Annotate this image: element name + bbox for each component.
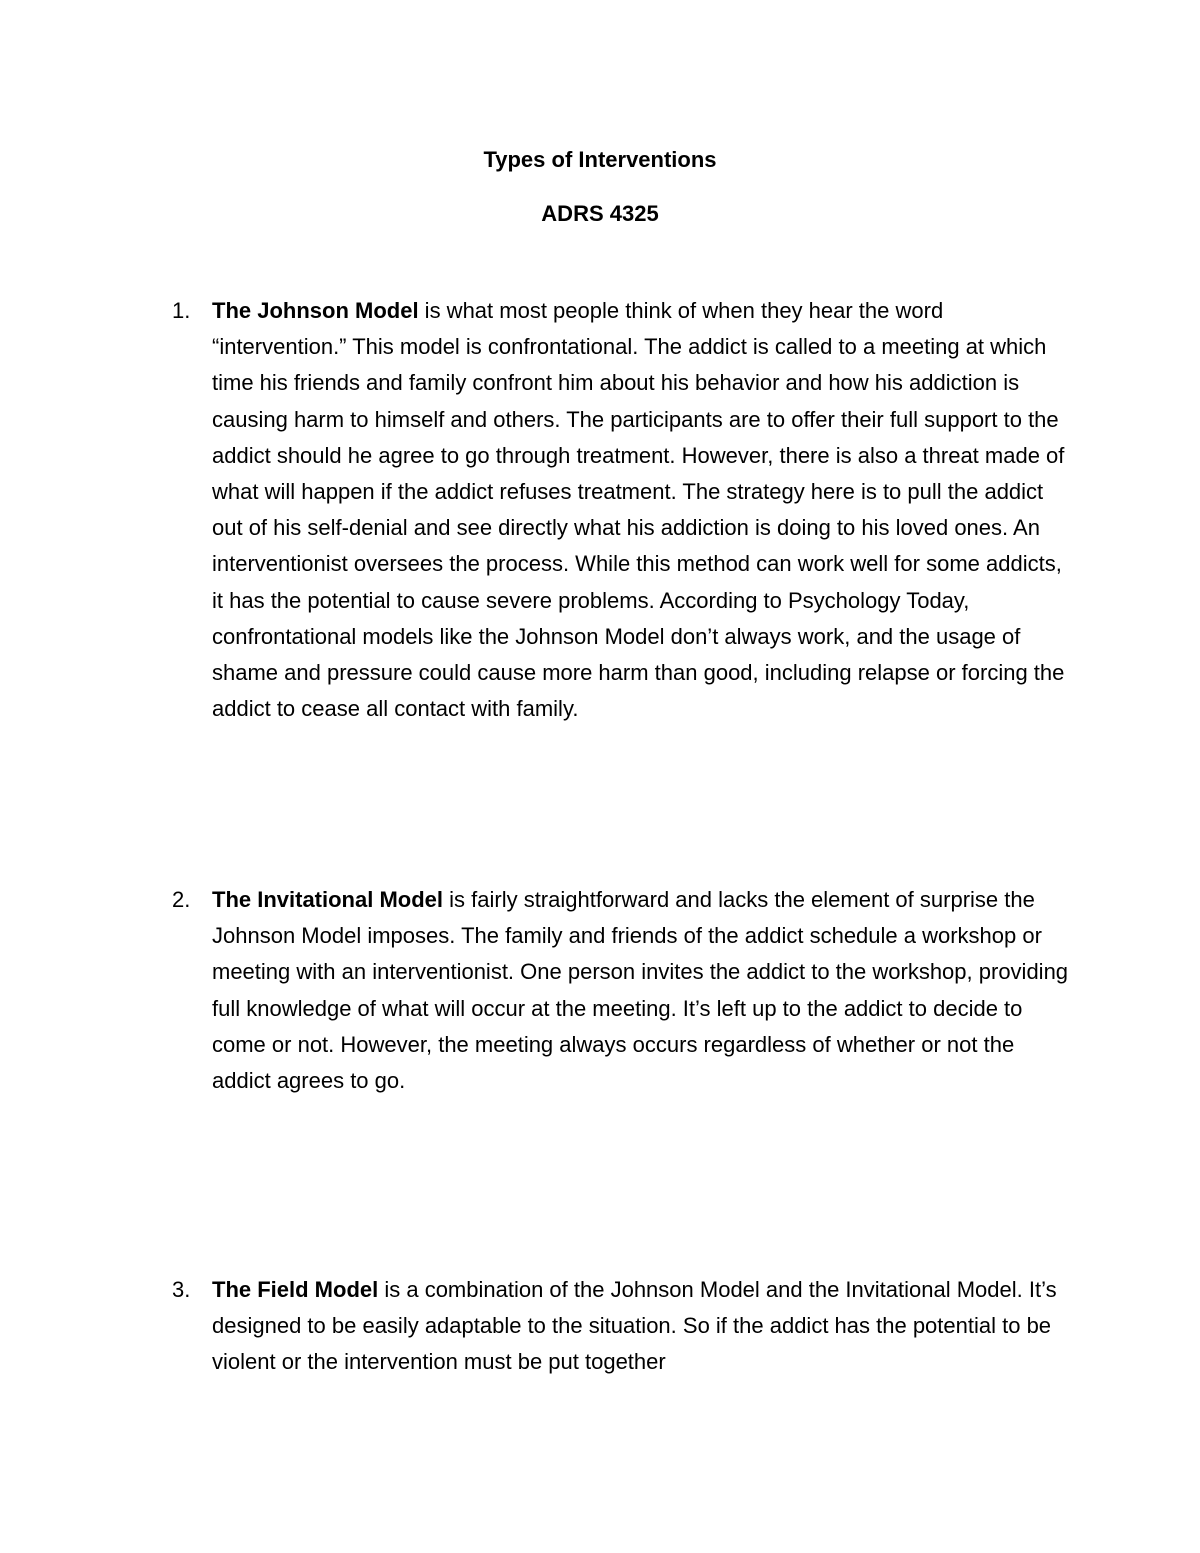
- list-item-text: [212, 1277, 1057, 1374]
- list-item: [172, 882, 1072, 1099]
- list-item-heading: The Johnson Model: [212, 298, 419, 323]
- list-item-number: 2.: [172, 887, 191, 912]
- list-item-body: is a combination of the Johnson Model and the Invitational Model. It’s designed to be easily adaptable to the situation. So if the addict has the potential to be violent or the intervention must be put together: [212, 1277, 1057, 1375]
- list-item: [172, 293, 1072, 727]
- list-item-number: 3.: [172, 1277, 191, 1302]
- list-item-heading: The Invitational Model: [212, 887, 444, 912]
- list-item-heading: The Field Model: [212, 1277, 379, 1302]
- list-item-body: is what most people think of when they hear the word “intervention.” This model is confrontational. The addict is called to a meeting at which time his friends and family confront him about his behavior and how his addiction is causing harm to himself and others. The participants are to offer their full support to the addict should he agree to go through treatment. However, there is also a threat made of what will happen if the addict refuses treatment. The strategy here is to pull the addict out of his self-denial and see directly what his addiction is doing to his loved ones. An interventionist oversees the process. While this method can work well for some addicts, it has the potential to cause severe problems. According to Psychology Today, confrontational models like the Johnson Model don’t always work, and the usage of shame and pressure could cause more harm than good, including relapse or forcing the addict to cease all contact with family.: [212, 298, 1065, 722]
- list-item: [172, 1272, 1072, 1381]
- document-title: Types of Interventions: [483, 147, 717, 172]
- list-item-text: [212, 298, 1064, 721]
- list-item-body: is fairly straightforward and lacks the element of surprise the Johnson Model imposes. The family and friends of the addict schedule a workshop or meeting with an interventionist. One person invites the addict to the workshop, providing full knowledge of what will occur at the meeting. It’s left up to the addict to decide to come or not. However, the meeting always occurs regardless of whether or not the addict agrees to go.: [212, 887, 1069, 1094]
- list-item-number: 1.: [172, 298, 191, 323]
- list-item-text: [212, 887, 1068, 1093]
- course-code: ADRS 4325: [541, 201, 659, 226]
